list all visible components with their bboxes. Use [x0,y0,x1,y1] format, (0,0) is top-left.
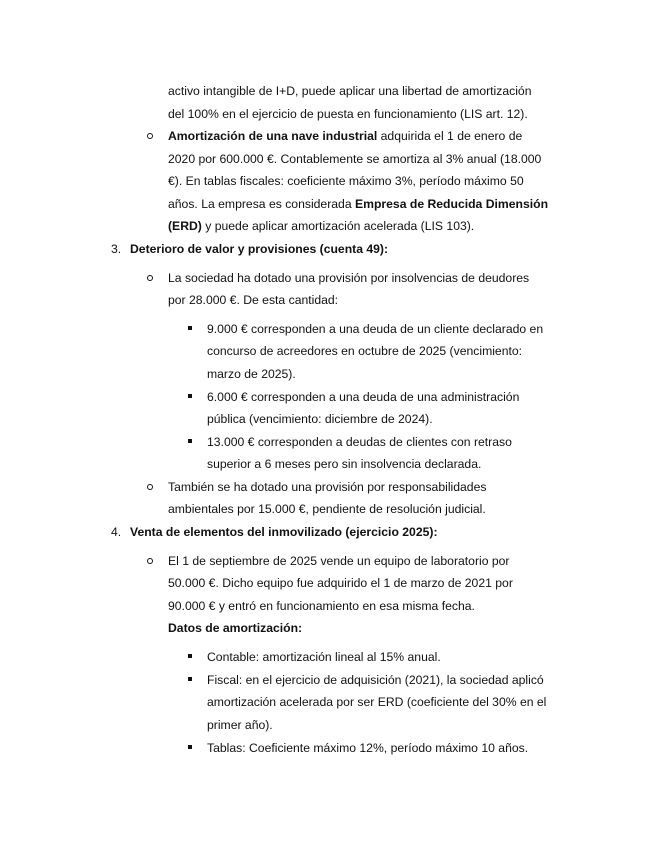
square-bullet-icon [188,326,192,330]
paragraph-line: ambientales por 15.000 €, pendiente de resolución judicial. [168,502,486,516]
paragraph-line: concurso de acreedores en octubre de 2025 (vencimiento: [207,344,523,358]
circle-bullet-icon [147,133,153,139]
paragraph-line: También se ha dotado una provisión por responsabilidades [168,480,487,494]
paragraph-line: 13.000 € corresponden a deudas de clientes con retraso [207,435,512,449]
square-bullet-icon [188,654,192,658]
paragraph-line: pública (vencimiento: diciembre de 2024). [207,412,433,426]
paragraph-line: El 1 de septiembre de 2025 vende un equipo de laboratorio por [168,554,510,568]
circle-bullet-icon [147,484,153,490]
paragraph-line: amortización acelerada por ser ERD (coeficiente del 30% en el [207,695,547,709]
paragraph-line: marzo de 2025). [207,367,296,381]
paragraph-line: años. La empresa es considerada Empresa de Reducida Dimensión [168,197,549,211]
section-heading: Venta de elementos del inmovilizado (ejercicio 2025): [130,525,438,539]
paragraph-line: 9.000 € corresponden a una deuda de un cliente declarado en [207,322,544,336]
square-bullet-icon [188,394,192,398]
paragraph-line: Contable: amortización lineal al 15% anual. [207,650,441,664]
paragraph-line: del 100% en el ejercicio de puesta en funcionamiento (LIS art. 12). [168,107,528,121]
paragraph-line: La sociedad ha dotado una provisión por insolvencias de deudores [168,271,530,285]
paragraph-line: 2020 por 600.000 €. Contablemente se amortiza al 3% anual (18.000 [168,152,542,166]
paragraph-line: superior a 6 meses pero sin insolvencia declarada. [207,457,482,471]
section-number: 4. [111,525,122,539]
paragraph-line: 6.000 € corresponden a una deuda de una administración [207,390,520,404]
paragraph-line: primer año). [207,718,273,732]
square-bullet-icon [188,677,192,681]
paragraph-line: 90.000 € y entró en funcionamiento en esa misma fecha. [168,599,475,613]
square-bullet-icon [188,745,192,749]
circle-bullet-icon [147,558,153,564]
paragraph-line: (ERD) y puede aplicar amortización acelerada (LIS 103). [168,219,475,233]
section-number: 3. [111,242,122,256]
paragraph-line: por 28.000 €. De esta cantidad: [168,293,339,307]
section-heading: Deterioro de valor y provisiones (cuenta 49): [130,242,389,256]
paragraph-line: activo intangible de I+D, puede aplicar una libertad de amortización [168,84,532,98]
paragraph-line: Amortización de una nave industrial adquirida el 1 de enero de [168,129,523,143]
subheading: Datos de amortización: [168,621,303,635]
circle-bullet-icon [147,275,153,281]
square-bullet-icon [188,439,192,443]
paragraph-line: 50.000 €. Dicho equipo fue adquirido el 1 de marzo de 2021 por [168,576,513,590]
paragraph-line: Fiscal: en el ejercicio de adquisición (2021), la sociedad aplicó [207,673,544,687]
paragraph-line: Tablas: Coeficiente máximo 12%, período máximo 10 años. [207,741,529,755]
paragraph-line: €). En tablas fiscales: coeficiente máximo 3%, período máximo 50 [168,174,524,188]
